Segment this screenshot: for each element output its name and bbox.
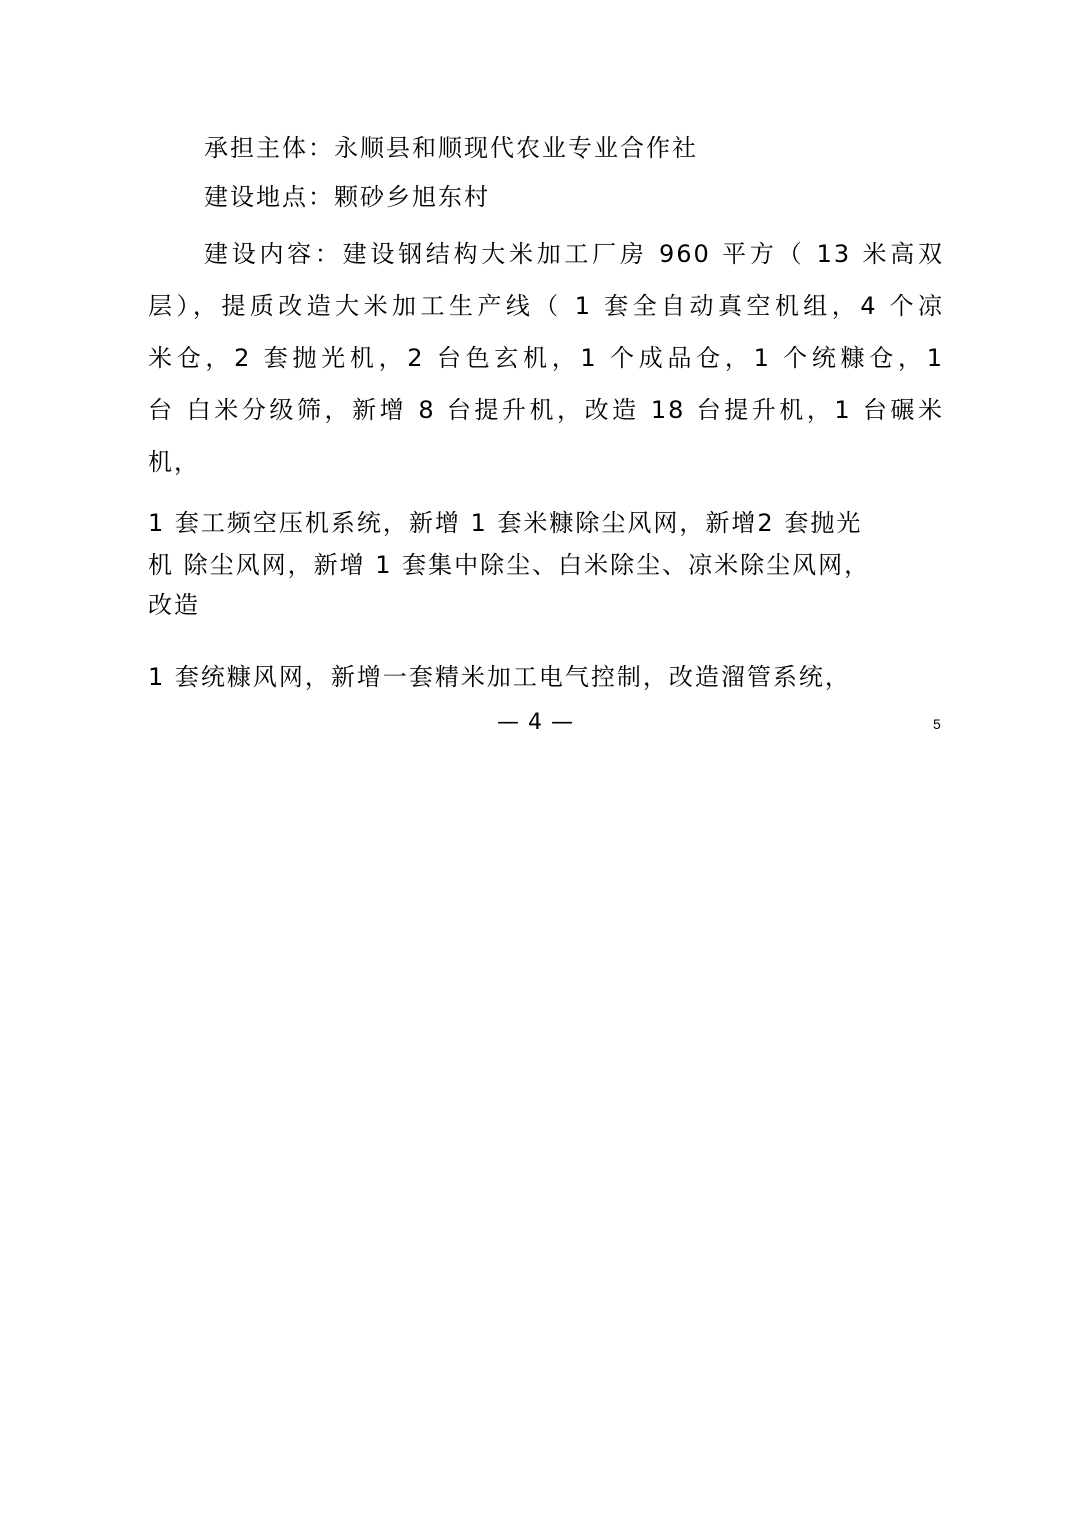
block2-line-2: 机 除尘风网，新增 1 套集中除尘、白米除尘、凉米除尘风网， bbox=[148, 551, 871, 579]
page-number-center: — 4 — bbox=[497, 710, 574, 735]
content-line-5: 机， bbox=[148, 448, 200, 476]
content-line-4: 台 白米分级筛，新增 8 台提升机，改造 18 台提升机，1 台碾米 bbox=[148, 396, 944, 424]
content-line-2: 层），提质改造大米加工生产线（ 1 套全自动真空机组，4 个凉 bbox=[148, 292, 944, 320]
content-line-1: 建设内容：建设钢结构大米加工厂房 960 平方（ 13 米高双 bbox=[204, 240, 944, 268]
block2-line-3: 改造 bbox=[148, 591, 200, 619]
undertaker-line: 承担主体：永顺县和顺现代农业专业合作社 bbox=[204, 134, 698, 162]
content-line-3: 米仓，2 套抛光机，2 台色玄机，1 个成品仓，1 个统糠仓，1 bbox=[148, 344, 944, 372]
block2-line-1: 1 套工频空压机系统，新增 1 套米糠除尘风网，新增2 套抛光 bbox=[148, 509, 863, 537]
page-number-right: 5 bbox=[933, 716, 941, 732]
location-line: 建设地点：颗砂乡旭东村 bbox=[204, 183, 490, 211]
content-paragraph bbox=[148, 228, 944, 488]
block3-line-1: 1 套统糠风网，新增一套精米加工电气控制，改造溜管系统， bbox=[148, 663, 851, 691]
